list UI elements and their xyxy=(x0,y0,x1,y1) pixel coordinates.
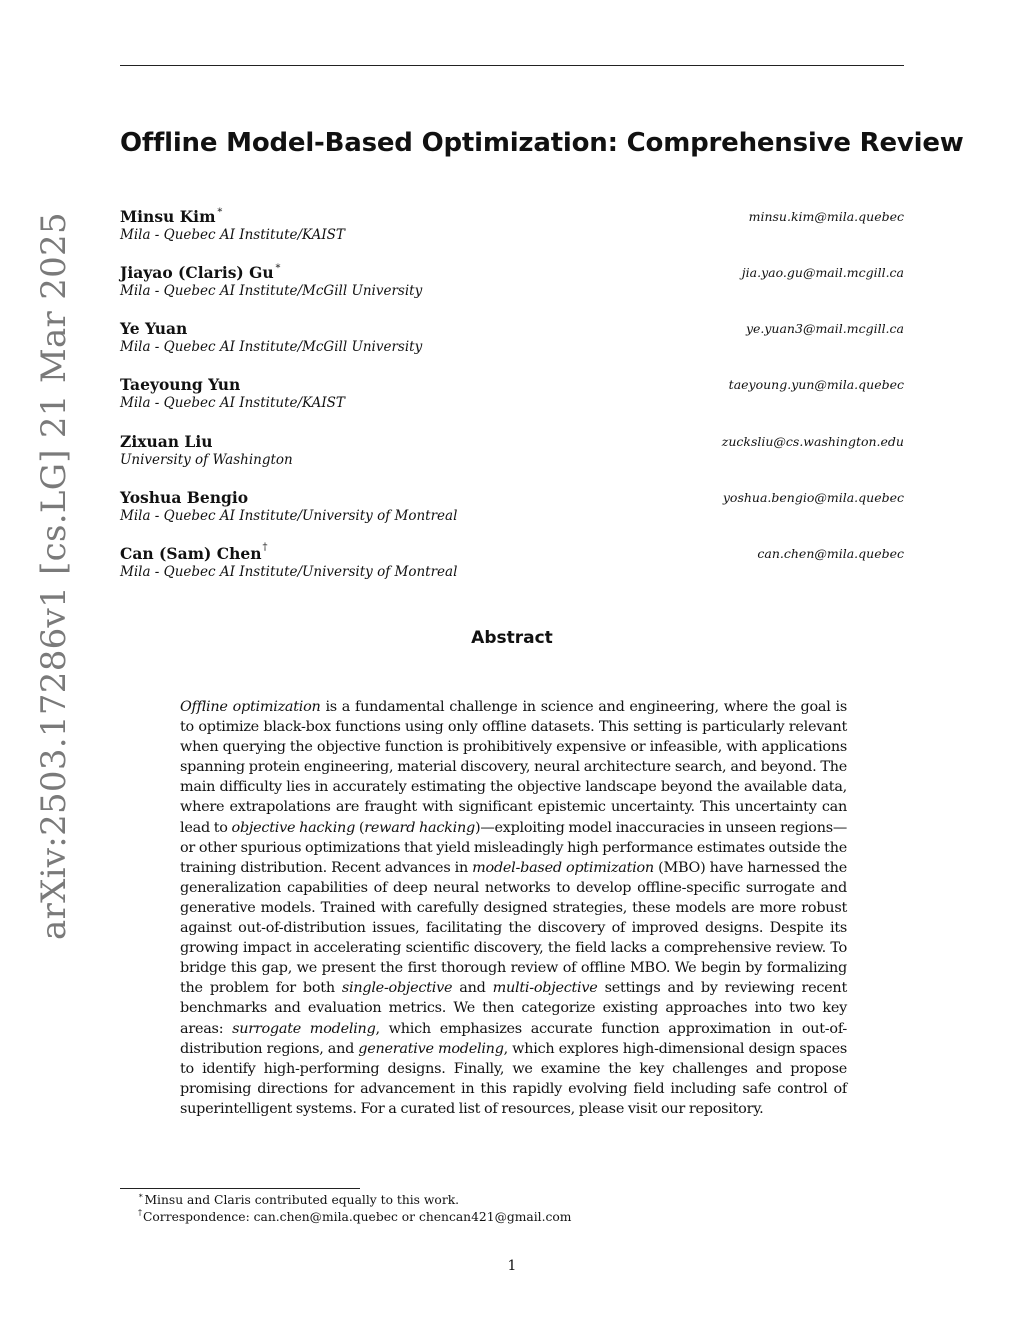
footnote-correspondence xyxy=(138,1210,571,1224)
abstract-text: (MBO) have harnessed the generalization capabilities of deep neural networks to develop offline-specific surrogate and generative models. Trained with carefully designed strategies, these models are more robust against out-of-distribution issues, facilitating the discovery of improved designs. Despite its growing impact in accelerating scientific discovery, the field lacks a comprehensive review. To bridge this gap, we present the first thorough review of offline MBO. We begin by formalizing the problem for both xyxy=(180,859,847,997)
paper-title: Offline Model-Based Optimization: Comprehensive Review xyxy=(120,128,964,158)
author-name: Taeyoung Yun xyxy=(120,375,241,394)
author-email[interactable]: yoshua.bengio@mila.quebec xyxy=(722,490,904,505)
author-block xyxy=(120,207,904,251)
author-name: Ye Yuan xyxy=(120,319,188,338)
author-footnote-mark: ∗ xyxy=(216,205,224,216)
footnote-equal-contribution xyxy=(138,1193,459,1207)
abstract-emphasis: model-based optimization xyxy=(472,859,654,876)
author-name: Can (Sam) Chen† xyxy=(120,542,268,563)
author-affiliation: Mila - Quebec AI Institute/KAIST xyxy=(120,227,345,243)
author-footnote-mark: † xyxy=(262,542,268,553)
author-block xyxy=(120,375,904,419)
abstract-text: and xyxy=(452,980,493,997)
abstract-emphasis: multi-objective xyxy=(492,980,598,997)
abstract-text: )—exploiting model inaccuracies in unseen regions—or other spurious optimizations that yield misleadingly high performance estimates outside the training distribution. Recent advances in xyxy=(180,819,847,876)
author-affiliation: Mila - Quebec AI Institute/McGill University xyxy=(120,339,423,355)
author-block xyxy=(120,319,904,363)
author-block xyxy=(120,544,904,588)
author-email[interactable]: can.chen@mila.quebec xyxy=(757,546,904,561)
author-footnote-mark: ∗ xyxy=(274,261,282,272)
title-top-rule xyxy=(120,65,904,66)
footnote-mark: † xyxy=(138,1208,142,1217)
footnote-mark: ∗ xyxy=(138,1191,144,1200)
abstract-text: ( xyxy=(355,819,365,836)
abstract-text: , which explores high-dimensional design spaces to identify high-performing designs. Finally, we examine the key challenges and propose promising directions for advancement in this rapidly evolving field including safe control of superintelligent systems. For a curated list of resources, please visit our repository. xyxy=(180,1040,847,1117)
abstract-emphasis: single-objective xyxy=(341,980,453,997)
abstract-emphasis: reward hacking xyxy=(364,819,475,836)
abstract-text: settings and by reviewing recent benchmarks and evaluation metrics. We then categorize existing approaches into two key areas: xyxy=(180,980,847,1037)
author-email[interactable]: taeyoung.yun@mila.quebec xyxy=(728,377,904,392)
author-email[interactable]: zucksliu@cs.washington.edu xyxy=(721,434,904,449)
author-affiliation: Mila - Quebec AI Institute/McGill University xyxy=(120,283,423,299)
author-block xyxy=(120,432,904,476)
author-email[interactable]: ye.yuan3@mail.mcgill.ca xyxy=(745,321,904,336)
abstract-emphasis: generative modeling xyxy=(358,1040,504,1057)
author-block xyxy=(120,488,904,532)
footnote-text: Minsu and Claris contributed equally to this work. xyxy=(144,1193,460,1207)
author-name: Yoshua Bengio xyxy=(120,488,249,507)
abstract-text: , which emphasizes accurate function approximation in out-of-distribution regions, and xyxy=(180,1020,847,1057)
author-affiliation: Mila - Quebec AI Institute/University of Montreal xyxy=(120,564,458,580)
abstract-emphasis: surrogate modeling xyxy=(232,1020,376,1037)
author-block xyxy=(120,263,904,307)
abstract-text: is a fundamental challenge in science and engineering, where the goal is to optimize black-box functions using only offline datasets. This setting is particularly relevant when querying the objective function is prohibitively expensive or infeasible, with applications spanning protein engineering, material discovery, neural architecture search, and beyond. The main difficulty lies in accurately estimating the objective landscape beyond the available data, where extrapolations are fraught with significant epistemic uncertainty. This uncertainty can lead to xyxy=(180,699,847,836)
footnote-text: Correspondence: can.chen@mila.quebec or chencan421@gmail.com xyxy=(143,1210,572,1224)
author-email[interactable]: jia.yao.gu@mail.mcgill.ca xyxy=(741,265,904,280)
author-affiliation: University of Washington xyxy=(120,452,293,468)
abstract-emphasis: objective hacking xyxy=(231,819,356,836)
abstract-body xyxy=(180,697,847,1119)
author-name: Zixuan Liu xyxy=(120,432,213,451)
author-name: Jiayao (Claris) Gu∗ xyxy=(120,261,282,282)
author-affiliation: Mila - Quebec AI Institute/University of Montreal xyxy=(120,508,458,524)
footnote-rule xyxy=(120,1188,360,1189)
abstract-heading: Abstract xyxy=(471,628,553,648)
author-affiliation: Mila - Quebec AI Institute/KAIST xyxy=(120,395,345,411)
author-name: Minsu Kim∗ xyxy=(120,205,224,226)
page-number: 1 xyxy=(507,1258,517,1274)
author-email[interactable]: minsu.kim@mila.quebec xyxy=(748,209,904,224)
arxiv-identifier-stamp: arXiv:2503.17286v1 [cs.LG] 21 Mar 2025 xyxy=(34,212,74,940)
abstract-emphasis: Offline optimization xyxy=(180,699,321,715)
